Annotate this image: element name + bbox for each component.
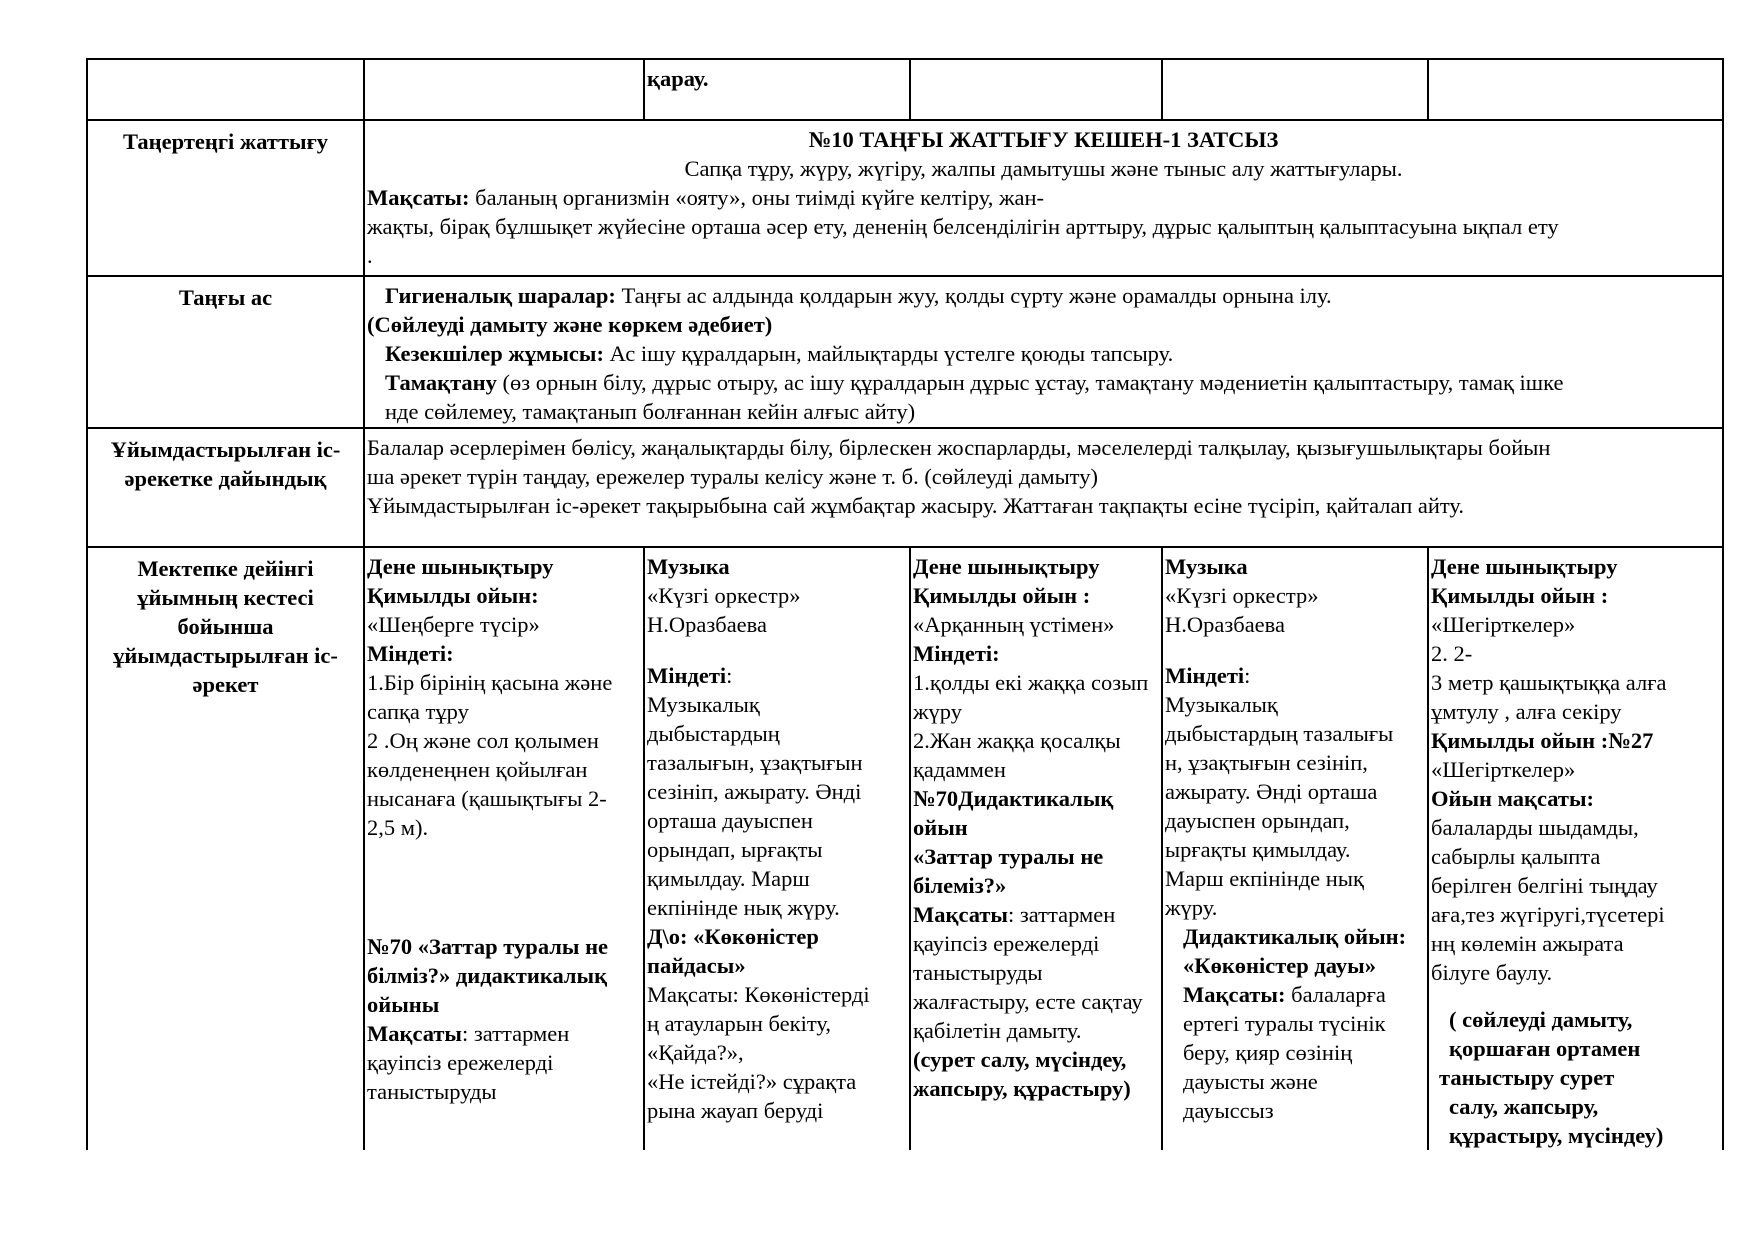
task-line: жүру [913, 699, 962, 724]
continuation-text: қарау. [647, 66, 709, 91]
morning-exercise-subtitle: Сапқа тұру, жүру, жүгіру, жалпы дамытушы және тыныс алу жаттығулары. [684, 156, 1403, 181]
subject-title: Музыка [1165, 554, 1248, 579]
task-line: тазалығын, ұзақтығын [647, 750, 863, 775]
goal-line [367, 1019, 641, 1048]
continuation-cell-2 [644, 59, 910, 120]
game-label: Қимылды ойын :№27 [1431, 728, 1654, 753]
preparation-line-2: ша әрекет түрін таңдау, ережелер туралы келісу және т. б. (сөйлеуді дамыту) [367, 464, 1098, 489]
task-line [647, 661, 907, 690]
task-line: 3 метр қашықтыққа алға [1431, 670, 1667, 695]
task-line: екпінінде нық жүру. [647, 895, 840, 920]
task-line: 1.қолды екі жаққа созып [913, 670, 1149, 695]
integration-note: салу, жапсыру, [1449, 1094, 1599, 1119]
integration-note: (сурет салу, мүсіндеу, [913, 1047, 1127, 1072]
task-line: 2. 2- [1431, 641, 1473, 666]
lesson-plan-sheet [86, 58, 1722, 1150]
didactic-title: Д\о: «Көкөністер [647, 924, 819, 949]
eating-line-cont: нде сөйлемеу, тамақтанып болғаннан кейін алғыс айту) [385, 399, 916, 424]
didactic-label: Дидактикалық ойын: [1183, 924, 1407, 949]
integration-note: құрастыру, мүсіндеу) [1449, 1123, 1664, 1148]
game-label: Қимылды ойын: [367, 583, 539, 608]
song-name: «Күзгі оркестр» [1165, 583, 1319, 608]
task-line: қимылдау. Марш [647, 866, 810, 891]
task-colon: : [1244, 663, 1251, 688]
integration-note: жапсыру, құрастыру) [913, 1076, 1131, 1101]
didactic-title: пайдасы» [647, 953, 746, 978]
task-line: Марш екпінінде нық [1165, 866, 1364, 891]
didactic-title: білміз?» дидактикалық [367, 963, 608, 988]
schedule-friday [1428, 547, 1723, 1150]
schedule-tuesday [644, 547, 910, 1150]
goal-line [913, 900, 1159, 929]
goal-line: білуге баулу. [1431, 960, 1553, 985]
task-line: орташа дауыспен [647, 808, 813, 833]
goal-line: берілген белгіні тыңдау [1431, 873, 1658, 898]
morning-exercise-title: №10 ТАҢҒЫ ЖАТТЫҒУ КЕШЕН-1 ЗАТСЫЗ [808, 127, 1279, 152]
goal-label: Мақсаты [367, 1021, 462, 1046]
preparation-content [364, 428, 1723, 547]
subject-title: Дене шынықтыру [367, 554, 554, 579]
goal-line: сабырлы қалыпта [1431, 844, 1601, 869]
schedule-thursday [1162, 547, 1428, 1150]
goal-line: таныстыруды [913, 960, 1043, 985]
game-label: Қимылды ойын : [913, 583, 1091, 608]
morning-exercise-goal [367, 183, 1720, 212]
continuation-cell-5 [1428, 59, 1723, 120]
integration-note: ( сөйлеуді дамыту, [1449, 1007, 1633, 1032]
dev-label: (Сөйлеуді дамыту және көркем әдебиет) [367, 312, 773, 337]
continuation-row [87, 59, 1723, 120]
lesson-plan-table [86, 58, 1724, 1150]
goal-line [1165, 980, 1425, 1009]
task-line: дыбыстардың тазалығы [1165, 721, 1394, 746]
hygiene-text: Таңғы ас алдында қолдарын жуу, қолды сүрту және орамалды орнына ілу. [615, 283, 1332, 308]
task-line: Музыкалық [647, 692, 760, 717]
duty-label: Кезекшілер жұмысы: [385, 341, 604, 366]
subject-title: Дене шынықтыру [1431, 554, 1618, 579]
goal-line: таныстыруды [367, 1079, 497, 1104]
task-line: көлденеңнен қойылған [367, 757, 588, 782]
task-line: сезініп, ажырату. Әнді [647, 779, 862, 804]
hygiene-label: Гигиеналық шаралар: [385, 283, 616, 308]
breakfast-row [87, 276, 1723, 428]
task-label: Міндеті [1165, 663, 1245, 688]
goal-text: балаларға [1285, 982, 1386, 1007]
goal-line: дауысты және [1183, 1069, 1318, 1094]
didactic-title: «Заттар туралы не [913, 844, 1104, 869]
task-label: Міндеті [647, 663, 727, 688]
continuation-cell-4 [1162, 59, 1428, 120]
song-author: Н.Оразбаева [647, 612, 767, 637]
didactic-title: №70Дидактикалық [913, 786, 1114, 811]
morning-exercise-row [87, 120, 1723, 276]
breakfast-content [364, 276, 1723, 428]
duty-text: Ас ішу құралдарын, майлықтарды үстелге қоюды тапсыру. [603, 341, 1174, 366]
task-line: 2.Жан жаққа қосалқы [913, 728, 1121, 753]
eating-line [367, 368, 1720, 397]
task-line: қадаммен [913, 757, 1006, 782]
continuation-cell-1 [364, 59, 644, 120]
task-line: 1.Бір бірінің қасына және [367, 670, 613, 695]
game-name: «Шеңберге түсір» [367, 612, 540, 637]
task-line: 2,5 м). [367, 815, 429, 840]
goal-text: баланың организмін «ояту», оны тиімді күйге келтіру, жан- [469, 185, 1045, 210]
preparation-line-3: Ұйымдастырылған іс-әрекет тақырыбына сай жұмбақтар жасыру. Жаттаған тақпақты есіне түсіріп, қайталап айту. [367, 493, 1465, 518]
task-line: орындап, ырғақты [647, 837, 823, 862]
task-line [1165, 661, 1425, 690]
integration-note: таныстыру сурет [1439, 1065, 1615, 1090]
task-label: Міндеті: [913, 641, 1000, 666]
subject-title: Музыка [647, 554, 730, 579]
goal-line: Мақсаты: Көкөністерді [647, 982, 870, 1007]
goal-line: ертегі туралы түсінік [1183, 1011, 1386, 1036]
morning-exercise-goal-end: . [367, 243, 373, 268]
continuation-cell-3 [910, 59, 1162, 120]
task-line: ырғақты қимылдау. [1165, 837, 1351, 862]
task-line: ұмтулу , алға секіру [1431, 699, 1622, 724]
goal-line: беру, қияр сөзінің [1183, 1040, 1353, 1065]
task-line: ажырату. Әнді орташа [1165, 779, 1378, 804]
goal-label: Мақсаты: [1183, 982, 1286, 1007]
goal-line: жалғастыру, есте сақтау [913, 989, 1143, 1014]
task-line: дауыспен орындап, [1165, 808, 1350, 833]
didactic-title: «Көкөністер дауы» [1183, 953, 1376, 978]
task-line: нысанаға (қашықтығы 2- [367, 786, 607, 811]
morning-exercise-label: Таңертеңгі жаттығу [87, 120, 364, 276]
goal-line: қабілетін дамыту. [913, 1018, 1082, 1043]
schedule-wednesday [910, 547, 1162, 1150]
schedule-row [87, 547, 1723, 1150]
goal-line: «Қайда?», [647, 1040, 744, 1065]
task-colon: : [726, 663, 733, 688]
goal-line: ң атауларын бекіту, [647, 1011, 832, 1036]
game-name: «Арқанның үстімен» [913, 612, 1115, 637]
eating-text: (өз орнын білу, дұрыс отыру, ас ішу құралдарын дұрыс ұстау, тамақтану мәдениетін қалыптастыру, тамақ ішке [496, 370, 1564, 395]
goal-line: қауіпсіз ережелерді [367, 1050, 554, 1075]
preparation-line-1: Балалар әсерлерімен бөлісу, жаңалықтарды білу, бірлескен жоспарларды, мәселелерді талқылау, қызығушылықтары бойын [367, 435, 1551, 460]
song-author: Н.Оразбаева [1165, 612, 1285, 637]
goal-label: Ойын мақсаты: [1431, 786, 1595, 811]
breakfast-label: Таңғы ас [87, 276, 364, 428]
didactic-title: №70 «Заттар туралы не [367, 934, 609, 959]
song-name: «Күзгі оркестр» [647, 583, 801, 608]
game-label: Қимылды ойын : [1431, 583, 1609, 608]
goal-line: аға,тез жүгіругі,түсетері [1431, 902, 1665, 927]
hygiene-line [367, 281, 1720, 310]
goal-line: «Не істейді?» сұрақта [647, 1069, 857, 1094]
goal-text: : заттармен [1008, 902, 1116, 927]
goal-label: Мақсаты [913, 902, 1008, 927]
schedule-label: Мектепке дейінгі ұйымның кестесі бойынша ұйымдастырылған іс-әрекет [87, 547, 364, 1150]
goal-label: Мақсаты: [367, 185, 470, 210]
morning-exercise-content [364, 120, 1723, 276]
game-name: «Шегірткелер» [1431, 612, 1576, 637]
continuation-label-cell [87, 59, 364, 120]
integration-note: қоршаған ортамен [1449, 1036, 1641, 1061]
subject-title: Дене шынықтыру [913, 554, 1100, 579]
task-line: жүру. [1165, 895, 1218, 920]
didactic-title: ойын [913, 815, 968, 840]
goal-line: дауыссыз [1183, 1098, 1274, 1123]
goal-line: нң көлемін ажырата [1431, 931, 1624, 956]
goal-line: балаларды шыдамды, [1431, 815, 1639, 840]
preparation-label: Ұйымдастырылған іс-әрекетке дайындық [87, 428, 364, 547]
preparation-row [87, 428, 1723, 547]
task-label: Міндеті: [367, 641, 454, 666]
task-line: Музыкалық [1165, 692, 1278, 717]
duty-line [367, 339, 1720, 368]
goal-text: : заттармен [462, 1021, 570, 1046]
task-line: н, ұзақтығын сезініп, [1165, 750, 1368, 775]
schedule-monday [364, 547, 644, 1150]
game-name: «Шегірткелер» [1431, 757, 1576, 782]
morning-exercise-goal-cont: жақты, бірақ бұлшықет жүйесіне орташа әсер ету, дененің белсенділігін арттыру, дұрыс қалыптың қалыптасуына ықпал ету [367, 214, 1559, 239]
goal-line: қауіпсіз ережелерді [913, 931, 1100, 956]
didactic-title: ойыны [367, 992, 440, 1017]
task-line: сапқа тұру [367, 699, 469, 724]
task-line: 2 .Оң және сол қолымен [367, 728, 599, 753]
goal-line: рына жауап беруді [647, 1098, 824, 1123]
eating-label: Тамақтану [385, 370, 497, 395]
task-line: дыбыстардың [647, 721, 780, 746]
didactic-title: білеміз?» [913, 873, 1007, 898]
